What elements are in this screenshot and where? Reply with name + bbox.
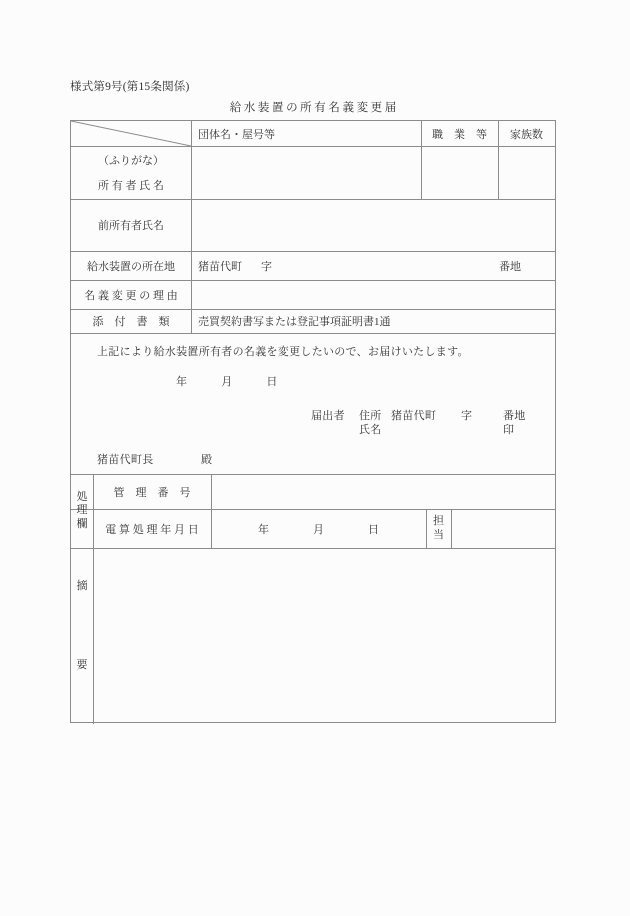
- summary-label-char-2: 要: [76, 658, 88, 671]
- owner-name-label-text: 所 有 者 氏 名: [98, 180, 164, 192]
- summary-label-char-1: 摘: [76, 580, 88, 592]
- location-value[interactable]: [301, 251, 499, 280]
- reason-label: 名 義 変 更 の 理 由: [84, 289, 178, 302]
- applicant-address-label: 住所: [359, 410, 382, 422]
- staff-label-char-2: 当: [433, 528, 444, 541]
- form-table: [70, 120, 556, 723]
- attachment-label: 添 付 書 類: [92, 316, 170, 328]
- staff-label-char-1: 担: [433, 515, 444, 528]
- control-number-value[interactable]: [211, 474, 555, 509]
- applicant-address-aza: 字: [461, 410, 473, 422]
- applicant-address-banchi: 番地: [503, 410, 526, 422]
- page-title: 給水装置の所有名義変更届: [229, 102, 399, 114]
- staff-value[interactable]: [451, 509, 555, 548]
- statement-date-line[interactable]: 年 月 日: [176, 376, 278, 388]
- form-number: 様式第9号(第15条関係): [70, 81, 190, 93]
- owner-occupation-value[interactable]: [421, 146, 498, 199]
- owner-org-value[interactable]: [191, 146, 421, 199]
- location-town: 猪苗代町: [198, 260, 242, 273]
- applicant-address-town: 猪苗代町: [391, 410, 437, 422]
- location-banchi-label: 番地: [499, 260, 521, 273]
- location-aza-label: 字: [261, 260, 272, 273]
- reason-value[interactable]: [191, 280, 555, 309]
- header-org-name: 団体名・屋号等: [198, 128, 275, 141]
- addressee-honorific: 殿: [201, 454, 213, 466]
- header-family-count: 家族数: [510, 128, 543, 141]
- control-number-label: 管 理 番 号: [113, 486, 191, 499]
- processing-label-char-3: 欄: [76, 517, 88, 530]
- summary-label: [71, 548, 93, 724]
- owner-family-value[interactable]: [498, 146, 555, 199]
- summary-value[interactable]: [93, 548, 555, 724]
- corner-diagonal-icon: [71, 121, 191, 146]
- header-occupation: 職 業 等: [432, 128, 487, 141]
- processing-label-char-2: 理: [76, 504, 88, 517]
- computer-date-label: 電 算 処 理 年 月 日: [105, 523, 199, 536]
- previous-owner-value[interactable]: [191, 199, 555, 251]
- processing-label-char-1: 処: [76, 490, 88, 503]
- previous-owner-label: 前所有者氏名: [98, 220, 164, 232]
- computer-date-value[interactable]: 年 月 日: [258, 523, 379, 536]
- owner-furigana-label: （ふりがな）: [98, 155, 164, 167]
- applicant-name-label: 氏名: [359, 424, 382, 436]
- addressee-label: 猪苗代町長: [97, 454, 154, 466]
- attachment-value: 売買契約書写または登記事項証明書1通: [198, 316, 391, 328]
- location-label: 給水装置の所在地: [87, 260, 175, 273]
- rule-attachment-bottom: [71, 333, 555, 334]
- owner-name-label: [71, 146, 191, 199]
- applicant-label: 届出者: [311, 410, 345, 422]
- staff-label: [426, 509, 451, 548]
- processing-column-label: [71, 474, 93, 548]
- statement-body: 上記により給水装置所有者の名義を変更したいので、お届けいたします。: [97, 346, 469, 358]
- applicant-seal-label: 印: [503, 424, 515, 436]
